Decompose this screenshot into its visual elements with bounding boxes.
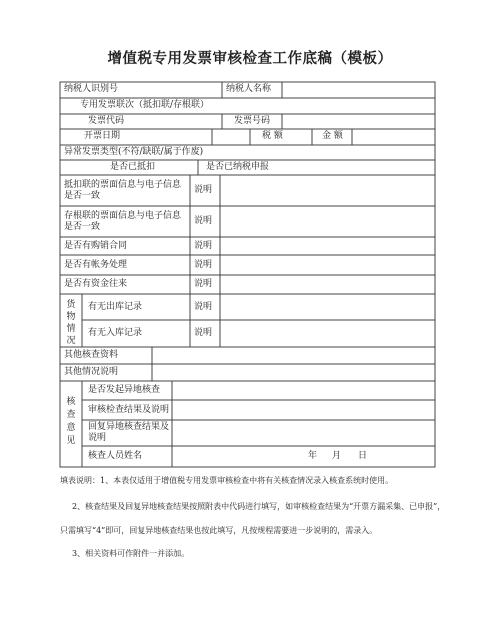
remote-check-label: 是否发起异地核查 — [88, 385, 161, 395]
amount-label: 金 额 — [322, 131, 343, 141]
note-line-1: 填表说明：1、本表仅适用于增值税专用发票审核检查中将有关核查情况录入核查系统时使用。 — [60, 476, 394, 485]
reply-result-label: 回复异地核查结果及说明 — [88, 422, 170, 443]
explain-label: 说明 — [194, 260, 213, 270]
taxpayer-id-label: 纳税人识别号 — [64, 84, 119, 94]
note-line-4: 3、相关资料可作附件一并添加。 — [72, 549, 190, 558]
deducted-label: 是否已抵扣 — [110, 162, 156, 172]
declared-label: 是否已纳税申报 — [206, 162, 270, 172]
other-check-label: 其他核查资料 — [64, 350, 119, 360]
explain-label: 说明 — [194, 328, 213, 338]
inbound-record-label: 有无入库记录 — [88, 328, 143, 338]
outbound-record-label: 有无出库记录 — [88, 302, 143, 312]
page-title: 增值税专用发票审核检查工作底稿（模板） — [107, 51, 393, 67]
explain-label: 说明 — [194, 241, 213, 251]
account-treatment-label: 是否有帐务处理 — [64, 260, 128, 270]
abnormal-type-label: 异常发票类型(不符/缺联/属于作废) — [64, 147, 204, 157]
note-line-3: 只需填写“4”即可，回复异地核查结果也按此填写，凡按规程需要进一步说明的，需录入。 — [60, 526, 378, 535]
invoice-number-label: 发票号码 — [234, 116, 271, 126]
deduction-copy-check-label: 抵扣联的票面信息与电子信息是否一致 — [64, 180, 182, 201]
purchase-contract-label: 是否有购销合同 — [64, 241, 128, 251]
explain-label: 说明 — [194, 279, 213, 289]
goods-group-label: 货物情况 — [66, 300, 76, 346]
stub-copy-check-label: 存根联的票面信息与电子信息是否一致 — [64, 211, 182, 232]
explain-label: 说明 — [194, 302, 213, 312]
invoice-copy-label: 专用发票联次（抵扣联/存根联） — [80, 100, 210, 110]
explain-label: 说明 — [194, 216, 213, 226]
note-line-2: 2、核查结果及回复异地核查结果按照附表中代码进行填写，如审核检查结果为“开票方漏采集、已申报”， — [72, 502, 446, 511]
other-situation-label: 其他情况说明 — [64, 367, 119, 377]
fund-flow-label: 是否有资金往来 — [64, 279, 128, 289]
date-year-label: 年 — [308, 451, 318, 461]
audit-result-label: 审核检查结果及说明 — [88, 405, 170, 415]
explain-label: 说明 — [194, 185, 213, 195]
taxpayer-name-label: 纳税人名称 — [226, 84, 272, 94]
issue-date-label: 开票日期 — [84, 131, 121, 141]
date-month-label: 月 — [332, 451, 342, 461]
date-day-label: 日 — [358, 451, 368, 461]
opinion-group-label: 核查意见 — [66, 397, 76, 446]
checker-sign-label: 核查人员姓名 — [88, 451, 143, 461]
tax-amount-label: 税 额 — [262, 131, 283, 141]
invoice-code-label: 发票代码 — [88, 116, 125, 126]
